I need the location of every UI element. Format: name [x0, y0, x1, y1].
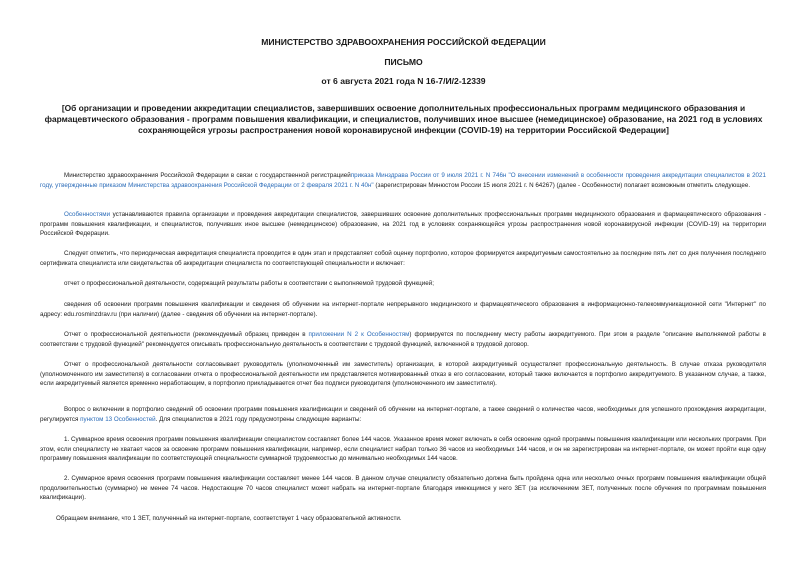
document-date-number: от 6 августа 2021 года N 16-7/И/2-12339 — [321, 76, 486, 86]
paragraph-1 — [40, 171, 766, 190]
variant-2: 2. Суммарное время освоения программ повышения квалификации составляет менее 144 часов. В данном случае специалисту обязательно должна быть пройдена одна или несколько очных программ повышения квалификации общей продолжительностью (суммарно) не менее 74 часов. Недостающие 70 часов специалист может набрать на интернет-портале благодаря имеющимся у него 3ЕТ (за исключением ЗЕТ, полученных после обучения по программам повышения квалификации). — [40, 475, 766, 502]
paragraph-1-text: Министерство здравоохранения Российской Федерации в связи с государственной регистрацией — [64, 172, 351, 179]
paragraph-3: Следует отметить, что периодическая аккредитация специалиста проводится в один этап и представляет собой оценку портфолио, которое формируется аккредитуемым самостоятельно за последние пять лет со дня получения последнего сертификата специалиста или свидетельства об аккредитации специалиста по соответствующей специальности и включает: — [40, 250, 766, 267]
document-type: ПИСЬМО — [384, 57, 423, 67]
point-13-link[interactable]: пунктом 13 Особенностей — [80, 415, 156, 423]
paragraph-8-text: Вопрос о включении в портфолио сведений об освоении программ повышения квалификации и сведений об обучении на интернет-портале, а также сведений о количестве часов, необходимых для успешного прохождения аккредитации, регулируется — [40, 406, 766, 423]
paragraph-6-text-end: ) формируется по последнему месту работы аккредитуемого. При этом в разделе "описание выполняемой работы в соответствии с трудовой функцией" рекомендуется описывать профессиональную деятельность в соответствии с трудовой функцией, включенной в трудовой договор. — [40, 331, 766, 348]
paragraph-6-text: Отчет о профессиональной деятельности (рекомендуемый образец приведен в — [64, 331, 309, 338]
paragraph-6 — [40, 330, 766, 349]
paragraph-8-text-end: . Для специалистов в 2021 году предусмотрены следующие варианты: — [155, 415, 362, 423]
paragraph-5: сведения об освоении программ повышения квалификации и сведения об обучении на интернет-портале непрерывного медицинского и фармацевтического образования в информационно-телекоммуникационной сети "Интернет" по адресу: edu.rosminzdrav.ru (при наличии) (далее - сведения об обучении на интернет-портале). — [40, 301, 766, 318]
paragraph-2-text: устанавливаются правила организации и проведения аккредитации специалистов, завершивших освоение дополнительных профессиональных программ медицинского образования и фармацевтического образования - программ повышения квалификации, и специалистов, получивших иное высшее (немедицинское) образование, на 2021 год в условиях сохраняющейся угрозы распространения новой коронавирусной инфекции (COVID-19) на территории Российской Федерации. — [40, 211, 766, 238]
paragraph-2 — [40, 210, 766, 239]
paragraph-8 — [40, 405, 766, 424]
variant-1: 1. Суммарное время освоения программ повышения квалификации специалистом составляет более 144 часов. Указанное время может включать в себя освоение одной программы повышения квалификации или нескольких программ. При этом, если специалисту не хватает часов за освоение программ повышения квалификации, например, если специалист набрал только 36 часов из необходимых 144 часов, и он не зарегистрирован на интернет-портале, он может пройти еще одну программу повышения квалификации по соответствующей специальности суммарной трудоемкостью до минимально необходимых 144 часов. — [40, 436, 766, 463]
document-title: [Об организации и проведении аккредитации специалистов, завершивших освоение дополнительных профессиональных программ медицинского образования и фармацевтического образования - программ повышения квалификации, и специалистов, получивших иное высшее (немедицинское) образование, на 2021 год в условиях сохраняющейся угрозы распространения новой коронавирусной инфекции (COVID-19) на территории Российской Федерации] — [44, 103, 763, 135]
paragraph-7: Отчет о профессиональной деятельности согласовывает руководитель (уполномоченный им заместитель) организации, в которой аккредитуемый осуществляет профессиональную деятельность. В случае отказа руководителя (уполномоченного им заместителя) в согласовании отчета о профессиональной деятельности им представляется мотивированный отказ в его согласовании, который также включается в портфолио аккредитуемого. В указанном случае, а также, если аккредитуемый является временно неработающим, в портфолио прикладывается отчет без подписи руководителя (уполномоченного им заместителя). — [40, 361, 766, 388]
ministry-heading: МИНИСТЕРСТВО ЗДРАВООХРАНЕНИЯ РОССИЙСКОЙ ФЕДЕРАЦИИ — [261, 37, 546, 47]
appendix-2-link[interactable]: приложении N 2 к Особенностям — [308, 331, 410, 338]
paragraph-1-text-end: (зарегистрирован Минюстом России 15 июля 2021 г. N 64267) (далее - Особенности) полагает возможным отметить следующее. — [373, 181, 751, 189]
zet-note: Обращаем внимание, что 1 ЗЕТ, полученный на интернет-портале, соответствует 1 часу образовательной активности. — [56, 515, 402, 522]
paragraph-4: отчет о профессиональной деятельности, содержащий результаты работы в соответствии с выполняемой трудовой функцией; — [64, 280, 434, 287]
osobennosti-link[interactable]: Особенностями — [64, 211, 111, 218]
order-746n-link[interactable]: приказа Минздрава России от 9 июля 2021 г. N 746н "О внесении изменений в особенности проведения аккредитации специалистов в 2021 году, утвержденные приказом Министерства здравоохранения Российской Федерации от 2 февраля 2021 г. N 40н" — [40, 172, 766, 189]
